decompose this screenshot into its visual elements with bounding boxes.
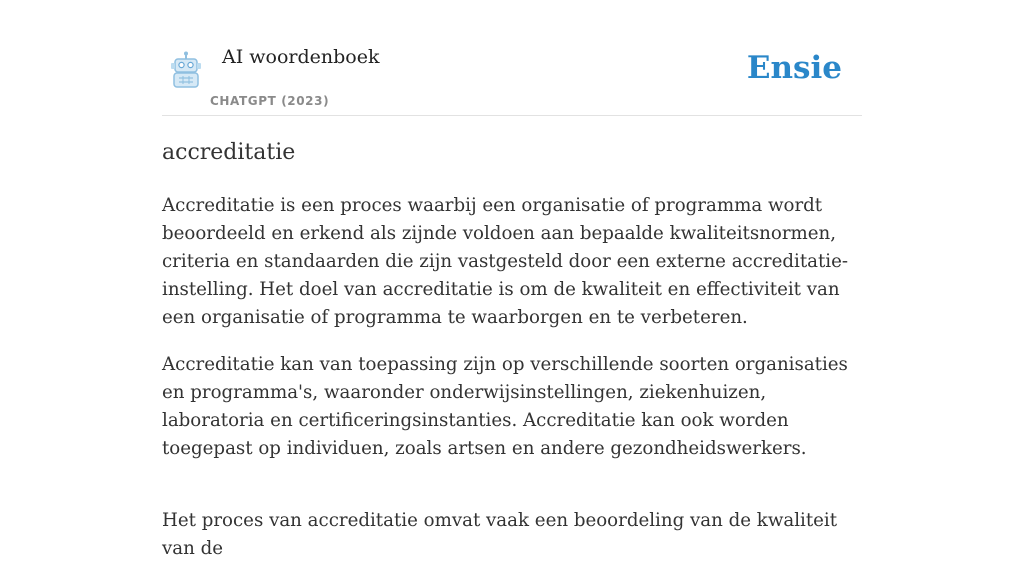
entry-header <box>162 40 862 116</box>
source-title[interactable]: AI woordenboek <box>222 46 380 68</box>
robot-icon <box>166 50 206 90</box>
source-meta: CHATGPT (2023) <box>210 94 330 108</box>
entry-term: accreditatie <box>162 140 296 165</box>
brand-logo[interactable]: Ensie <box>746 50 842 86</box>
definition-paragraph: Het proces van accreditatie omvat vaak een beoordeling van de kwaliteit van de <box>162 510 838 559</box>
definition-paragraph: Accreditatie kan van toepassing zijn op verschillende soorten organisaties en programma's, waaronder onderwijsinstellingen, ziekenhuizen, laboratoria en certificeringsinstanties. Accreditatie kan ook worden toegepast op individuen, zoals artsen en andere gezondheidswerkers. <box>162 354 848 459</box>
entry-definition <box>162 192 862 582</box>
definition-paragraph: Accreditatie is een proces waarbij een organisatie of programma wordt beoordeeld en erkend als zijnde voldoen aan bepaalde kwaliteitsnormen, criteria en standaarden die zijn vastgesteld door een externe accreditatie-instelling. Het doel van accreditatie is om de kwaliteit en effectiviteit van een organisatie of programma te waarborgen en te verbeteren. <box>162 195 849 328</box>
